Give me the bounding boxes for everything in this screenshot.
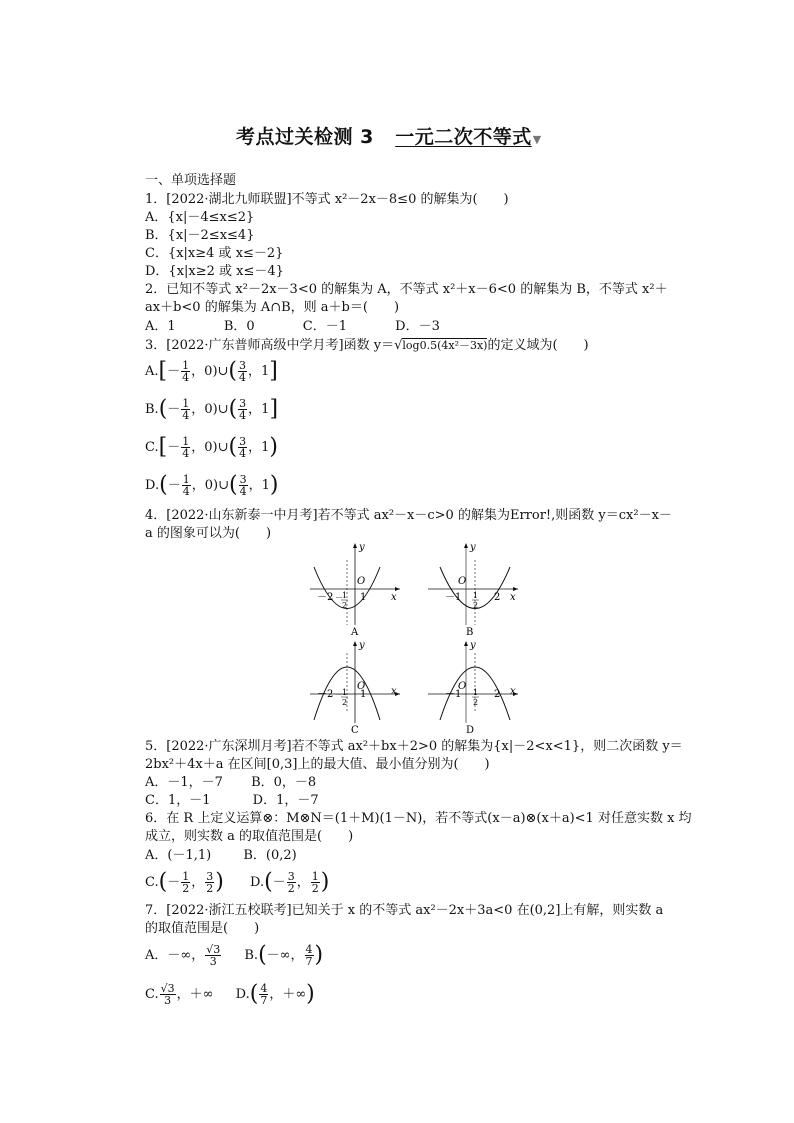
q4-line1: 4．[2022·山东新泰一中月考]若不等式 ax²－x－c>0 的解集为Error!,则函数 y＝cx²－x－ <box>145 508 672 523</box>
svg-text:2: 2 <box>342 698 348 707</box>
q3-a-label: A. <box>145 364 159 379</box>
svg-text:1: 1 <box>360 592 367 603</box>
q2-options <box>145 318 440 336</box>
q5-options-cd <box>145 792 319 810</box>
q3-b-label: B. <box>145 402 159 417</box>
q6-option-b: B．(0,2) <box>243 848 297 863</box>
svg-text:O: O <box>357 576 366 587</box>
svg-text:－2: －2 <box>317 689 334 700</box>
q3-c-label: C. <box>145 440 159 455</box>
svg-text:－: － <box>335 690 343 699</box>
svg-text:x: x <box>510 686 516 697</box>
q7-c-label: C. <box>145 987 159 1002</box>
q3-stem-pre: 3．[2022·广东普师高级中学月考]函数 y＝ <box>145 338 395 353</box>
q6-option-a: A．(－1,1) <box>145 848 212 863</box>
q1-stem: 1．[2022·湖北九师联盟]不等式 x²－2x－8≤0 的解集为( ) <box>145 192 509 207</box>
title-sub: 一元二次不等式 <box>395 126 532 148</box>
q5-option-a: A．－1，－7 <box>145 775 223 790</box>
q6-line2: 成立，则实数 a 的取值范围是( ) <box>145 829 354 844</box>
graph-b <box>428 542 518 638</box>
graph-b-label: B <box>466 627 474 638</box>
q2-line2: ax＋b<0 的解集为 A∩B，则 a＋b＝( ) <box>145 300 400 315</box>
svg-text:－1: －1 <box>445 592 462 603</box>
svg-text:－2: －2 <box>317 592 334 603</box>
q6-d-label: D. <box>249 875 265 890</box>
q3-option-a: A.[－ $\frac{1}{4}$ ，0)∪( $\frac{3}{4}$ ，1] <box>145 358 278 384</box>
q2-option-a: A．1 <box>145 319 176 334</box>
svg-text:1: 1 <box>473 688 479 697</box>
svg-text:x: x <box>510 592 516 603</box>
q6-options-ab <box>145 847 297 865</box>
q5-option-c: C．1，－1 <box>145 793 211 808</box>
q4-graphs <box>300 540 530 735</box>
dropdown-triangle-icon: ▼ <box>532 133 542 146</box>
graph-c <box>310 640 400 735</box>
svg-text:1: 1 <box>473 591 479 600</box>
q2-option-b: B．0 <box>223 319 255 334</box>
q7-line1: 7．[2022·浙江五校联考]已知关于 x 的不等式 ax²－2x＋3a<0 在(0,2]上有解，则实数 a <box>145 903 664 918</box>
q5-options-ab <box>145 774 316 792</box>
q5-option-d: D．1，－7 <box>252 793 319 808</box>
q3-radicand: log0.5(4x²－3x) <box>402 339 488 352</box>
svg-text:1: 1 <box>360 689 367 700</box>
q3-option-d: D.(－ $\frac{1}{4}$ ，0)∪( $\frac{3}{4}$ ，1) <box>145 472 279 498</box>
q7-d-label: D. <box>235 987 250 1002</box>
q6-options-cd: C.(－ $\frac{1}{2}$ ， $\frac{3}{2}$ ) D.(－ $\frac{3}{2}$ ， $\frac{1}{2}$ ) <box>145 869 330 895</box>
q1-option-c: C．{x|x≥4 或 x≤－2} <box>145 246 284 261</box>
q3-stem <box>145 337 589 355</box>
svg-text:x: x <box>391 592 397 603</box>
q1-option-a: A．{x|－4≤x≤2} <box>145 210 255 225</box>
svg-text:－: － <box>335 593 343 602</box>
svg-text:2: 2 <box>494 592 501 603</box>
svg-text:y: y <box>359 640 365 651</box>
q3-d-label: D. <box>145 478 160 493</box>
svg-text:1: 1 <box>342 591 348 600</box>
q3-option-b: B.(－ $\frac{1}{4}$ ，0)∪( $\frac{3}{4}$ ，1] <box>145 396 279 422</box>
svg-text:1: 1 <box>342 688 348 697</box>
q3-option-c: C.[－ $\frac{1}{4}$ ，0)∪( $\frac{3}{4}$ ，1) <box>145 434 278 460</box>
svg-text:－1: －1 <box>445 689 462 700</box>
svg-text:2: 2 <box>342 601 348 610</box>
q5-line1: 5．[2022·广东深圳月考]若不等式 ax²＋bx＋2>0 的解集为{x|－2<x<1}，则二次函数 y＝ <box>145 739 683 754</box>
q1-option-b: B．{x|－2≤x≤4} <box>145 228 255 243</box>
q7-options-ab: A．－∞， $\frac{√3}{3}$ B.(－∞， $\frac{4}{7}$ ) <box>145 942 324 968</box>
q1-option-d: D．{x|x≥2 或 x≤－4} <box>145 264 284 279</box>
svg-text:O: O <box>458 576 467 587</box>
svg-text:y: y <box>359 542 365 553</box>
section-heading: 一、单项选择题 <box>145 173 237 188</box>
graph-a-label: A <box>351 627 359 638</box>
graph-d <box>428 640 518 735</box>
svg-text:y: y <box>470 640 476 651</box>
svg-text:2: 2 <box>494 689 501 700</box>
q7-b-label: B. <box>244 948 259 963</box>
q3-stem-post: 的定义域为( ) <box>487 338 589 353</box>
q7-a-label: A．－∞， <box>145 948 205 963</box>
page-title <box>236 122 542 149</box>
q7-options-cd: C. $\frac{√3}{3}$ ，＋∞ D.( $\frac{4}{7}$ ，＋∞) <box>145 981 315 1007</box>
svg-text:2: 2 <box>473 601 479 610</box>
q7-line2: 的取值范围是( ) <box>145 921 260 936</box>
q2-option-d: D．－3 <box>395 319 440 334</box>
svg-text:O: O <box>357 681 366 692</box>
q6-line1: 6．在 R 上定义运算⊗：M⊗N＝(1＋M)(1－N)，若不等式(x－a)⊗(x＋a)<1 对任意实数 x 均 <box>145 811 692 826</box>
q5-option-b: B．0，－8 <box>251 775 317 790</box>
svg-text:2: 2 <box>473 698 479 707</box>
title-main: 考点过关检测 3 <box>236 126 374 148</box>
svg-text:O: O <box>458 681 467 692</box>
q6-c-label: C. <box>145 875 159 890</box>
q4-line2: a 的图象可以为( ) <box>145 526 272 541</box>
svg-text:x: x <box>391 686 397 697</box>
q5-line2: 2bx²＋4x＋a 在区间[0,3]上的最大值、最小值分别为( ) <box>145 757 490 772</box>
q2-option-c: C．－1 <box>302 319 347 334</box>
graph-d-label: D <box>466 725 475 735</box>
graph-a <box>310 542 400 638</box>
q2-line1: 2．已知不等式 x²－2x－3<0 的解集为 A，不等式 x²＋x－6<0 的解集为 B，不等式 x²＋ <box>145 282 668 297</box>
sqrt-sign-icon: √ <box>394 338 403 353</box>
svg-text:y: y <box>470 542 476 553</box>
graph-c-label: C <box>351 725 359 735</box>
